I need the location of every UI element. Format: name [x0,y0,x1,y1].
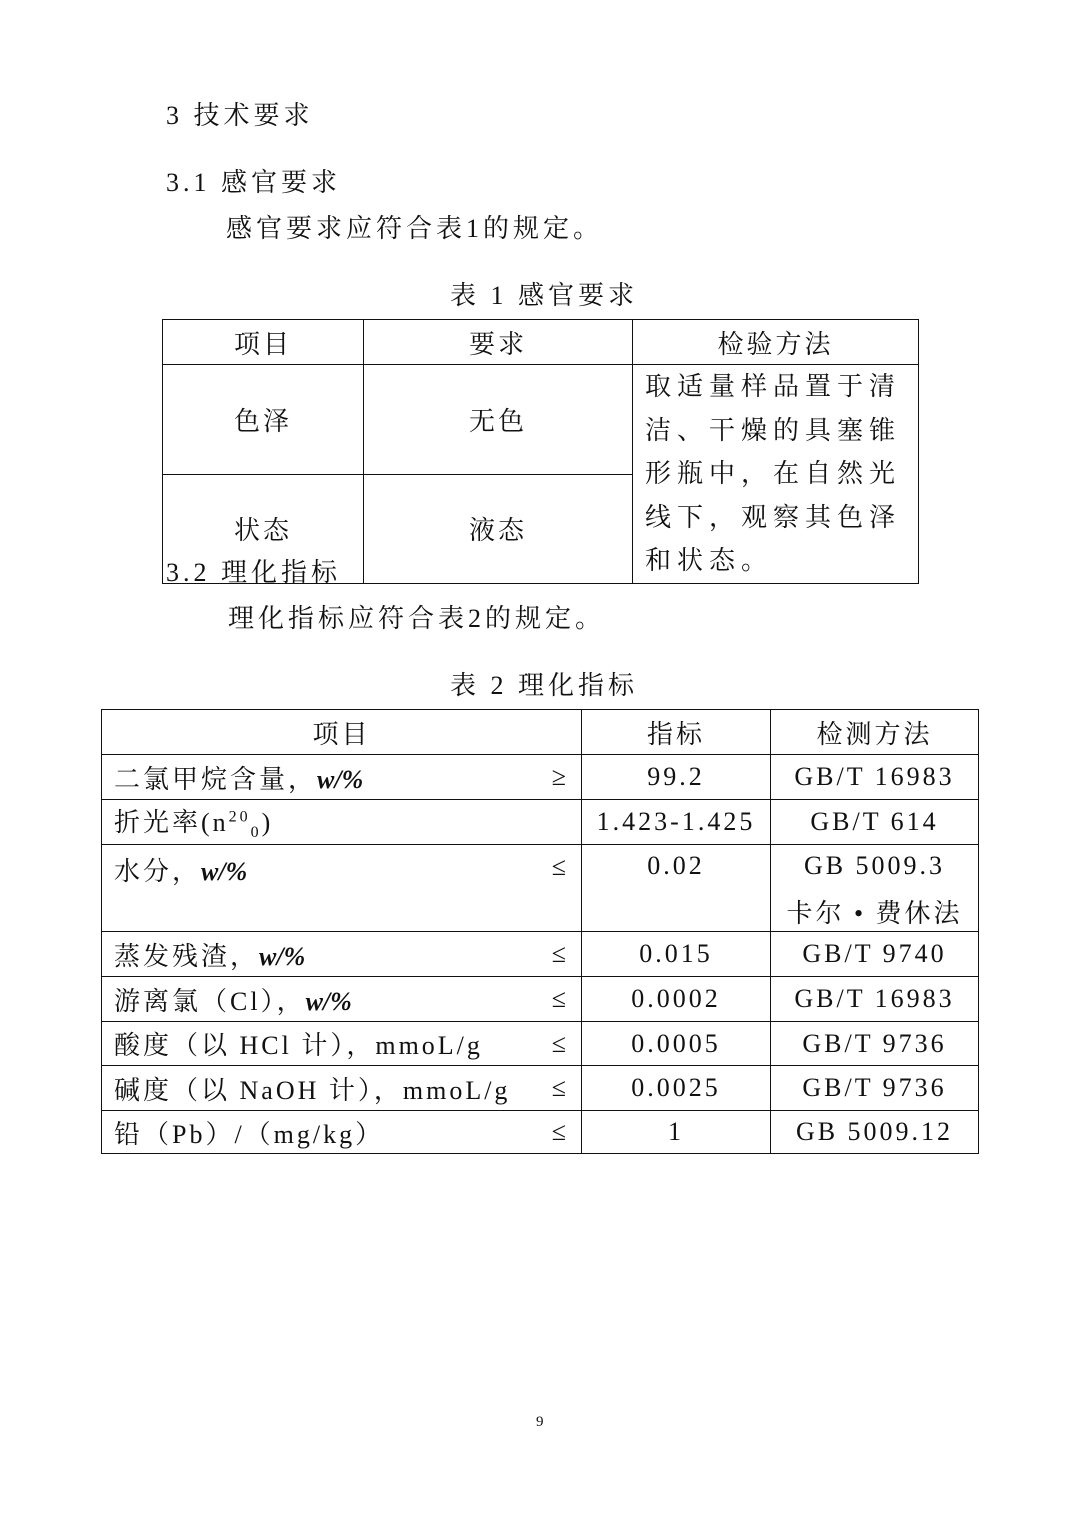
method-code: GB/T 16983 [794,762,955,791]
table-row [102,1111,979,1154]
subsection-heading: 3.1 感官要求 [166,168,342,197]
value-cell: 0.0002 [582,977,771,1022]
table-caption: 表 1 感官要求 [450,281,639,310]
superscript: 20 [228,808,251,826]
header-cell: 项目 [102,710,582,755]
method-code: GB/T 614 [810,807,939,836]
method-code: GB/T 9736 [802,1028,947,1058]
method-cell [771,1022,979,1066]
value-cell: 0.015 [582,932,771,977]
table-row [102,800,979,845]
item-cell [102,1111,582,1154]
unit: w/% [305,986,352,1016]
item-cell [102,755,582,800]
paren: ) [261,807,274,837]
page-number: 9 [536,1414,544,1430]
item-label: 游离氯（Cl）， [114,986,306,1016]
header-cell: 项目 [163,320,364,365]
table-row [102,1022,979,1066]
method-cell [771,1066,979,1111]
method-cell [771,800,979,845]
header-cell: 指标 [582,710,771,755]
item-label: 折光率(n [114,807,229,837]
table-caption: 表 2 理化指标 [450,671,639,700]
header-cell: 检测方法 [771,710,979,755]
item-label: 蒸发残渣， [114,941,260,971]
value-cell: 0.0025 [582,1066,771,1111]
table-row [102,1066,979,1111]
method-cell [771,845,979,932]
section-heading: 3 技术要求 [166,101,314,130]
physicochemical-table [101,709,979,1154]
value-cell: 1 [582,1111,771,1154]
table-row [102,977,979,1022]
table-row [102,932,979,977]
paragraph: 理化指标应符合表2的规定。 [228,604,606,633]
header-cell: 要求 [364,320,633,365]
comparison-symbol: ≤ [551,984,569,1013]
comparison-symbol: ≤ [551,939,569,968]
table-cell: 液态 [364,474,633,583]
item-cell [102,932,582,977]
method-code: GB 5009.3 [803,851,946,880]
item-cell [102,800,582,845]
table-cell: 色泽 [163,365,364,475]
method-cell [771,977,979,1022]
table-cell: 无色 [364,365,633,475]
comparison-symbol: ≤ [551,1117,569,1146]
comparison-symbol: ≤ [551,1073,569,1102]
item-cell [102,977,582,1022]
method-cell [771,1111,979,1154]
header-cell: 检验方法 [633,320,919,365]
value-cell: 1.423-1.425 [582,800,771,845]
table-row [102,755,979,800]
comparison-symbol: ≥ [551,762,569,791]
table-cell: 状态 [163,474,364,583]
item-label: 酸度（以 HCl 计），mmoL/g [114,1031,483,1060]
method-name: 卡尔 • 费休法 [786,899,963,928]
table-row [102,845,979,932]
sensory-table [162,319,919,584]
unit: w/% [201,857,248,886]
method-code: GB/T 16983 [794,984,955,1013]
subsection-heading: 3.2 理化指标 [166,558,342,587]
item-cell [102,1022,582,1066]
item-cell [102,1066,582,1111]
method-cell [771,932,979,977]
comparison-symbol: ≤ [551,1028,569,1058]
method-code: GB/T 9740 [802,939,947,968]
subscript: 0 [250,824,262,842]
unit: w/% [259,941,306,971]
value-cell: 0.0005 [582,1022,771,1066]
paragraph: 感官要求应符合表1的规定。 [226,214,604,243]
method-code: GB/T 9736 [802,1073,947,1102]
comparison-symbol: ≤ [551,852,569,881]
value-cell: 0.02 [582,845,771,932]
item-label: 铅（Pb）/（mg/kg） [114,1119,385,1149]
unit: w/% [317,764,364,794]
method-code: GB 5009.12 [795,1117,954,1146]
method-cell: 取适量样品置于清洁、干燥的具塞锥形瓶中，在自然光线下，观察其色泽和状态。 [633,365,919,584]
item-label: 碱度（以 NaOH 计），mmoL/g [114,1075,511,1105]
item-label: 二氯甲烷含量， [114,764,318,794]
method-cell [771,755,979,800]
item-label: 水分， [114,857,202,886]
value-cell: 99.2 [582,755,771,800]
item-cell [102,845,582,932]
